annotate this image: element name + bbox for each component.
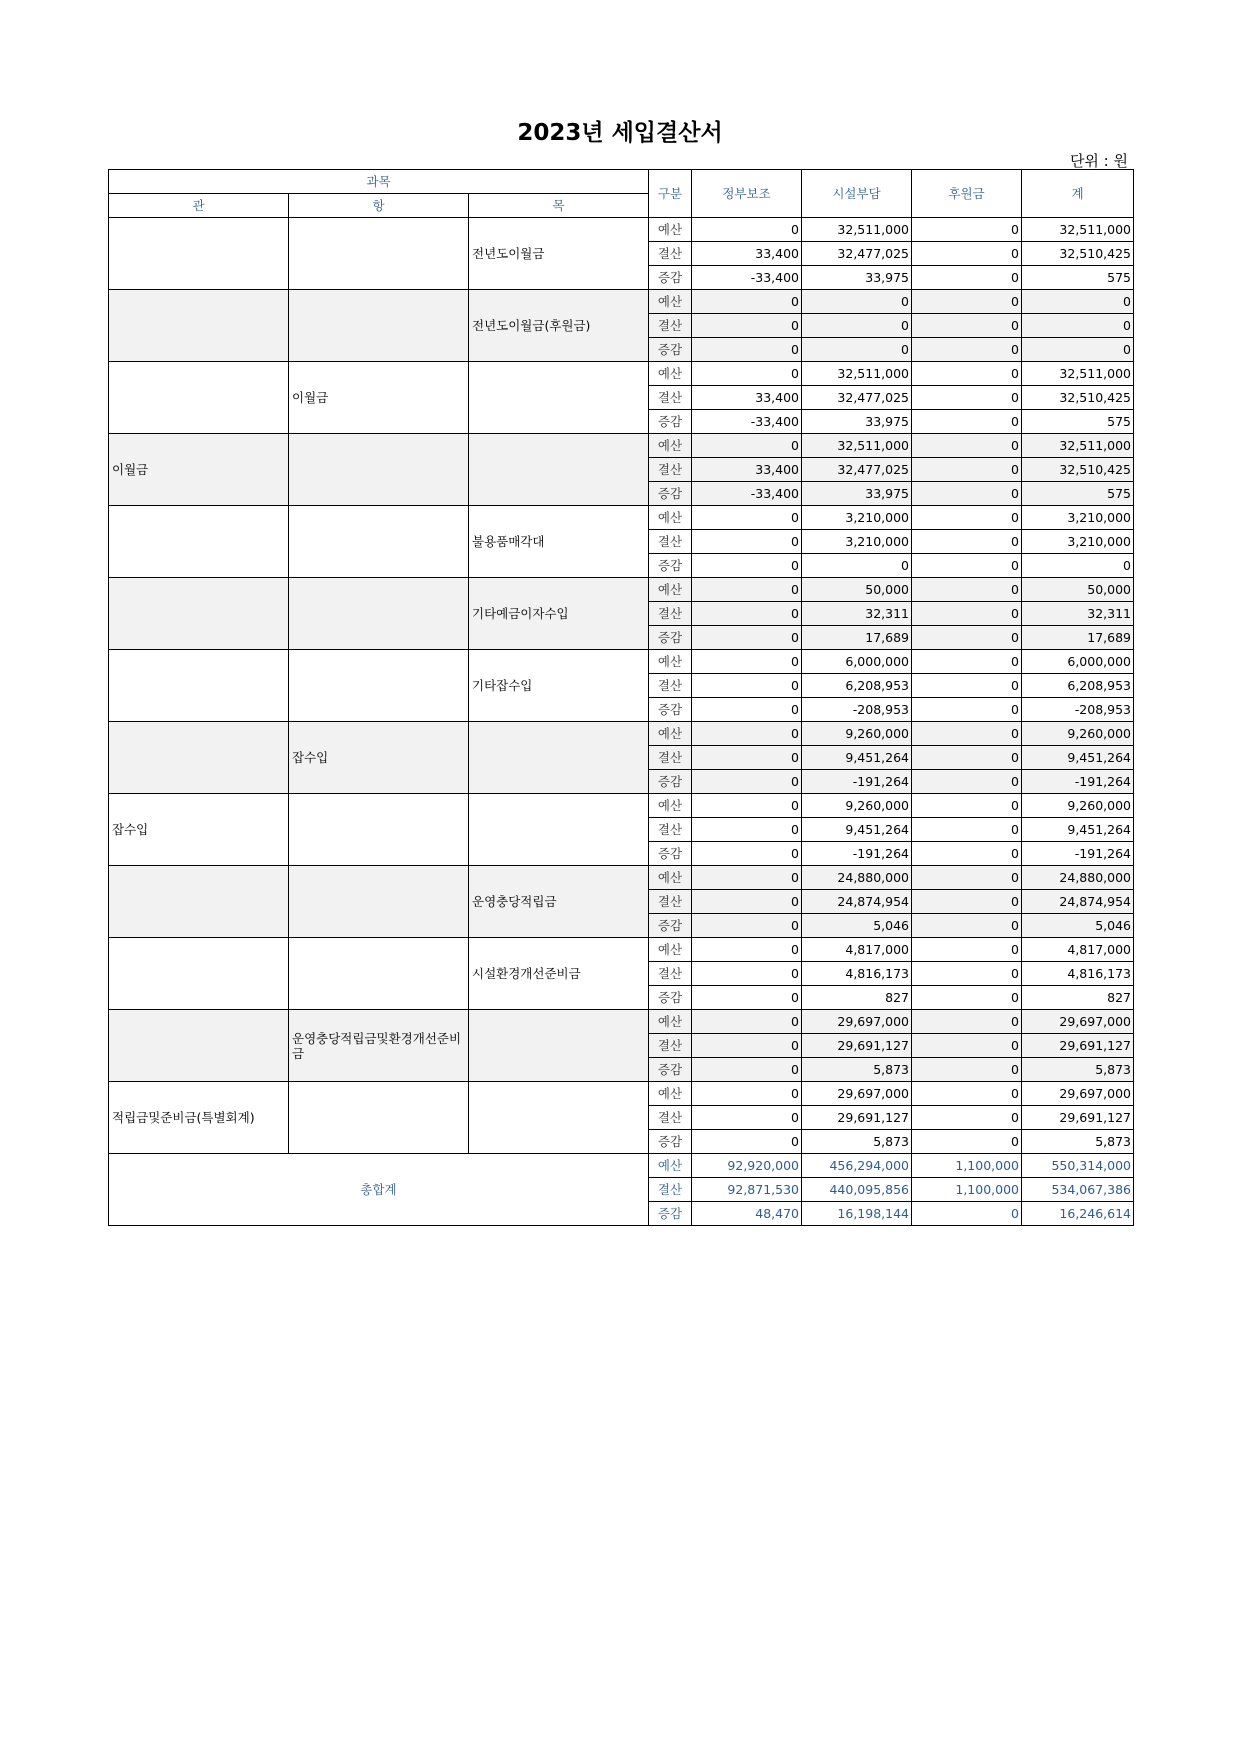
cell-donation: 1,100,000 [912, 1154, 1022, 1178]
table-row [109, 938, 1134, 962]
cell-total: 9,451,264 [1022, 746, 1134, 770]
table-row [109, 434, 1134, 458]
cell-facility: 4,817,000 [802, 938, 912, 962]
cell-gwan [109, 362, 289, 434]
cell-mok [469, 434, 649, 506]
cell-total: 3,210,000 [1022, 506, 1134, 530]
table-row [109, 362, 1134, 386]
cell-facility: 32,477,025 [802, 242, 912, 266]
cell-total: 827 [1022, 986, 1134, 1010]
cell-kind: 증감 [649, 842, 692, 866]
cell-facility: 50,000 [802, 578, 912, 602]
cell-total: 534,067,386 [1022, 1178, 1134, 1202]
cell-total: 17,689 [1022, 626, 1134, 650]
cell-facility: 440,095,856 [802, 1178, 912, 1202]
cell-gov: 92,920,000 [692, 1154, 802, 1178]
cell-gov: 0 [692, 506, 802, 530]
cell-facility: 32,311 [802, 602, 912, 626]
cell-total: 575 [1022, 410, 1134, 434]
table-row [109, 1010, 1134, 1034]
table-row [109, 218, 1134, 242]
cell-gwan [109, 290, 289, 362]
cell-mok [469, 1082, 649, 1154]
header-facility: 시설부담 [802, 170, 912, 218]
cell-facility: 9,260,000 [802, 794, 912, 818]
cell-gov: 0 [692, 866, 802, 890]
table-row [109, 866, 1134, 890]
cell-gov: 0 [692, 746, 802, 770]
cell-total: 6,208,953 [1022, 674, 1134, 698]
cell-donation: 0 [912, 938, 1022, 962]
cell-facility: 6,000,000 [802, 650, 912, 674]
cell-kind: 증감 [649, 338, 692, 362]
cell-donation: 0 [912, 410, 1022, 434]
cell-facility: 0 [802, 314, 912, 338]
total-row [109, 1154, 1134, 1178]
cell-facility: 0 [802, 290, 912, 314]
cell-kind: 결산 [649, 1178, 692, 1202]
unit-label: 단위 : 원 [1069, 152, 1128, 170]
cell-donation: 0 [912, 770, 1022, 794]
cell-mok: 기타잡수입 [469, 650, 649, 722]
cell-total: 16,246,614 [1022, 1202, 1134, 1226]
cell-total: -191,264 [1022, 842, 1134, 866]
cell-gov: 0 [692, 914, 802, 938]
cell-total: 24,880,000 [1022, 866, 1134, 890]
cell-donation: 0 [912, 794, 1022, 818]
cell-total: 32,511,000 [1022, 362, 1134, 386]
cell-kind: 결산 [649, 1106, 692, 1130]
cell-total: 9,260,000 [1022, 794, 1134, 818]
table-row [109, 650, 1134, 674]
cell-kind: 증감 [649, 1058, 692, 1082]
cell-kind: 예산 [649, 866, 692, 890]
cell-kind: 예산 [649, 1154, 692, 1178]
cell-donation: 0 [912, 482, 1022, 506]
cell-gov: 0 [692, 722, 802, 746]
cell-gwan [109, 506, 289, 578]
cell-donation: 0 [912, 458, 1022, 482]
cell-gov: 0 [692, 554, 802, 578]
cell-kind: 예산 [649, 218, 692, 242]
page-title: 2023년 세입결산서 [517, 120, 723, 146]
cell-total: 5,873 [1022, 1058, 1134, 1082]
cell-gov: 0 [692, 578, 802, 602]
cell-hang [289, 290, 469, 362]
cell-gov: 0 [692, 1034, 802, 1058]
cell-donation: 0 [912, 1010, 1022, 1034]
cell-facility: 32,511,000 [802, 218, 912, 242]
cell-donation: 0 [912, 818, 1022, 842]
cell-gwan [109, 722, 289, 794]
cell-gov: 0 [692, 434, 802, 458]
cell-kind: 증감 [649, 698, 692, 722]
cell-facility: 5,873 [802, 1130, 912, 1154]
table-row [109, 794, 1134, 818]
cell-donation: 0 [912, 722, 1022, 746]
cell-kind: 결산 [649, 1034, 692, 1058]
cell-hang [289, 938, 469, 1010]
cell-gov: -33,400 [692, 482, 802, 506]
cell-facility: 29,697,000 [802, 1010, 912, 1034]
cell-facility: 9,451,264 [802, 746, 912, 770]
cell-gwan: 적립금및준비금(특별회계) [109, 1082, 289, 1154]
cell-kind: 예산 [649, 722, 692, 746]
cell-kind: 결산 [649, 962, 692, 986]
cell-mok [469, 794, 649, 866]
cell-kind: 결산 [649, 602, 692, 626]
cell-total: 5,046 [1022, 914, 1134, 938]
cell-hang [289, 650, 469, 722]
cell-kind: 결산 [649, 242, 692, 266]
cell-facility: 29,691,127 [802, 1106, 912, 1130]
cell-gov: 0 [692, 842, 802, 866]
cell-hang [289, 1082, 469, 1154]
cell-gov: 0 [692, 1058, 802, 1082]
cell-kind: 증감 [649, 410, 692, 434]
cell-facility: 5,873 [802, 1058, 912, 1082]
cell-gov: 0 [692, 986, 802, 1010]
cell-gov: 33,400 [692, 386, 802, 410]
cell-total: 29,691,127 [1022, 1106, 1134, 1130]
cell-donation: 0 [912, 530, 1022, 554]
header-kind: 구분 [649, 170, 692, 218]
cell-kind: 결산 [649, 386, 692, 410]
cell-kind: 예산 [649, 794, 692, 818]
cell-donation: 0 [912, 434, 1022, 458]
table-row [109, 722, 1134, 746]
cell-hang [289, 578, 469, 650]
cell-gwan [109, 1010, 289, 1082]
cell-total: 32,511,000 [1022, 218, 1134, 242]
cell-total: 24,874,954 [1022, 890, 1134, 914]
cell-total: 0 [1022, 338, 1134, 362]
cell-facility: -208,953 [802, 698, 912, 722]
cell-total: 0 [1022, 314, 1134, 338]
cell-facility: 33,975 [802, 410, 912, 434]
cell-gov: 0 [692, 1010, 802, 1034]
cell-total: 575 [1022, 482, 1134, 506]
cell-mok: 전년도이월금(후원금) [469, 290, 649, 362]
cell-total: 6,000,000 [1022, 650, 1134, 674]
header-gwan: 관 [109, 194, 289, 218]
cell-donation: 0 [912, 314, 1022, 338]
cell-facility: 5,046 [802, 914, 912, 938]
cell-total: 32,311 [1022, 602, 1134, 626]
cell-gov: 33,400 [692, 458, 802, 482]
cell-kind: 예산 [649, 434, 692, 458]
cell-kind: 결산 [649, 314, 692, 338]
cell-gwan [109, 866, 289, 938]
cell-gov: 0 [692, 362, 802, 386]
cell-kind: 예산 [649, 650, 692, 674]
cell-hang [289, 794, 469, 866]
cell-gov: 0 [692, 530, 802, 554]
cell-donation: 0 [912, 218, 1022, 242]
cell-facility: 29,691,127 [802, 1034, 912, 1058]
cell-facility: 24,874,954 [802, 890, 912, 914]
cell-donation: 0 [912, 554, 1022, 578]
revenue-settlement-table [108, 169, 1134, 1226]
cell-gov: -33,400 [692, 266, 802, 290]
cell-mok: 불용품매각대 [469, 506, 649, 578]
cell-facility: -191,264 [802, 770, 912, 794]
cell-donation: 0 [912, 338, 1022, 362]
cell-donation: 0 [912, 602, 1022, 626]
cell-facility: 24,880,000 [802, 866, 912, 890]
cell-donation: 0 [912, 1082, 1022, 1106]
cell-donation: 0 [912, 698, 1022, 722]
cell-total: 29,697,000 [1022, 1010, 1134, 1034]
cell-gov: 92,871,530 [692, 1178, 802, 1202]
cell-total: -208,953 [1022, 698, 1134, 722]
cell-donation: 1,100,000 [912, 1178, 1022, 1202]
cell-facility: 32,477,025 [802, 458, 912, 482]
cell-gov: 0 [692, 338, 802, 362]
cell-facility: 16,198,144 [802, 1202, 912, 1226]
cell-donation: 0 [912, 266, 1022, 290]
cell-kind: 예산 [649, 1082, 692, 1106]
cell-facility: 6,208,953 [802, 674, 912, 698]
cell-total: 4,817,000 [1022, 938, 1134, 962]
cell-donation: 0 [912, 362, 1022, 386]
cell-gwan [109, 218, 289, 290]
table-row [109, 578, 1134, 602]
cell-facility: 33,975 [802, 482, 912, 506]
cell-facility: 29,697,000 [802, 1082, 912, 1106]
cell-gov: 0 [692, 1130, 802, 1154]
cell-facility: 17,689 [802, 626, 912, 650]
cell-facility: 3,210,000 [802, 506, 912, 530]
cell-total: 32,510,425 [1022, 386, 1134, 410]
cell-facility: 33,975 [802, 266, 912, 290]
cell-donation: 0 [912, 626, 1022, 650]
cell-donation: 0 [912, 866, 1022, 890]
cell-kind: 증감 [649, 986, 692, 1010]
cell-mok: 운영충당적립금 [469, 866, 649, 938]
cell-gov: 0 [692, 818, 802, 842]
cell-hang: 운영충당적립금및환경개선준비금 [289, 1010, 469, 1082]
header-hang: 항 [289, 194, 469, 218]
cell-donation: 0 [912, 578, 1022, 602]
cell-donation: 0 [912, 986, 1022, 1010]
cell-donation: 0 [912, 890, 1022, 914]
cell-kind: 예산 [649, 290, 692, 314]
cell-mok [469, 722, 649, 794]
cell-gwan [109, 650, 289, 722]
cell-facility: 456,294,000 [802, 1154, 912, 1178]
cell-donation: 0 [912, 962, 1022, 986]
cell-gwan: 이월금 [109, 434, 289, 506]
cell-gov: 0 [692, 770, 802, 794]
cell-facility: 827 [802, 986, 912, 1010]
cell-facility: -191,264 [802, 842, 912, 866]
cell-donation: 0 [912, 746, 1022, 770]
cell-gov: 0 [692, 314, 802, 338]
cell-facility: 0 [802, 554, 912, 578]
cell-kind: 결산 [649, 746, 692, 770]
cell-donation: 0 [912, 914, 1022, 938]
cell-donation: 0 [912, 650, 1022, 674]
cell-hang [289, 506, 469, 578]
cell-facility: 9,451,264 [802, 818, 912, 842]
cell-gov: 0 [692, 1106, 802, 1130]
cell-facility: 0 [802, 338, 912, 362]
cell-kind: 증감 [649, 266, 692, 290]
cell-facility: 32,511,000 [802, 362, 912, 386]
cell-gov: 0 [692, 890, 802, 914]
cell-gwan [109, 578, 289, 650]
cell-hang [289, 218, 469, 290]
cell-kind: 결산 [649, 674, 692, 698]
cell-total: 50,000 [1022, 578, 1134, 602]
cell-facility: 3,210,000 [802, 530, 912, 554]
cell-total: 32,510,425 [1022, 458, 1134, 482]
cell-donation: 0 [912, 674, 1022, 698]
cell-total: 29,691,127 [1022, 1034, 1134, 1058]
table-row [109, 1082, 1134, 1106]
cell-total: 9,260,000 [1022, 722, 1134, 746]
cell-total: 29,697,000 [1022, 1082, 1134, 1106]
cell-mok: 전년도이월금 [469, 218, 649, 290]
cell-gov: 0 [692, 794, 802, 818]
cell-facility: 32,477,025 [802, 386, 912, 410]
cell-kind: 예산 [649, 506, 692, 530]
cell-gov: 0 [692, 626, 802, 650]
cell-total: 32,511,000 [1022, 434, 1134, 458]
cell-total: 3,210,000 [1022, 530, 1134, 554]
cell-mok [469, 1010, 649, 1082]
cell-kind: 증감 [649, 482, 692, 506]
cell-donation: 0 [912, 1106, 1022, 1130]
cell-kind: 결산 [649, 458, 692, 482]
cell-kind: 예산 [649, 938, 692, 962]
cell-donation: 0 [912, 1130, 1022, 1154]
cell-total: 0 [1022, 554, 1134, 578]
cell-kind: 증감 [649, 770, 692, 794]
cell-donation: 0 [912, 1202, 1022, 1226]
cell-facility: 32,511,000 [802, 434, 912, 458]
cell-donation: 0 [912, 386, 1022, 410]
cell-kind: 증감 [649, 626, 692, 650]
cell-donation: 0 [912, 842, 1022, 866]
cell-facility: 4,816,173 [802, 962, 912, 986]
cell-gwan [109, 938, 289, 1010]
header-mok: 목 [469, 194, 649, 218]
cell-total: 32,510,425 [1022, 242, 1134, 266]
cell-gov: 0 [692, 290, 802, 314]
cell-donation: 0 [912, 1058, 1022, 1082]
cell-total: -191,264 [1022, 770, 1134, 794]
cell-hang: 잡수입 [289, 722, 469, 794]
cell-hang: 이월금 [289, 362, 469, 434]
cell-hang [289, 866, 469, 938]
cell-gov: 0 [692, 938, 802, 962]
cell-kind: 증감 [649, 1202, 692, 1226]
header-subject: 과목 [109, 170, 649, 194]
cell-total: 575 [1022, 266, 1134, 290]
cell-gov: 48,470 [692, 1202, 802, 1226]
cell-kind: 예산 [649, 1010, 692, 1034]
cell-gov: 0 [692, 1082, 802, 1106]
cell-gov: -33,400 [692, 410, 802, 434]
total-label: 총합계 [109, 1154, 649, 1226]
cell-kind: 결산 [649, 530, 692, 554]
cell-gwan: 잡수입 [109, 794, 289, 866]
cell-gov: 0 [692, 650, 802, 674]
cell-kind: 증감 [649, 554, 692, 578]
header-donation: 후원금 [912, 170, 1022, 218]
cell-kind: 증감 [649, 914, 692, 938]
cell-kind: 결산 [649, 818, 692, 842]
cell-gov: 33,400 [692, 242, 802, 266]
cell-facility: 9,260,000 [802, 722, 912, 746]
header-total: 계 [1022, 170, 1134, 218]
cell-donation: 0 [912, 242, 1022, 266]
table-row [109, 290, 1134, 314]
cell-total: 5,873 [1022, 1130, 1134, 1154]
cell-gov: 0 [692, 698, 802, 722]
cell-kind: 증감 [649, 1130, 692, 1154]
cell-kind: 결산 [649, 890, 692, 914]
table-body [109, 218, 1134, 1226]
cell-gov: 0 [692, 674, 802, 698]
cell-mok [469, 362, 649, 434]
cell-kind: 예산 [649, 578, 692, 602]
cell-total: 9,451,264 [1022, 818, 1134, 842]
header-gov: 정부보조 [692, 170, 802, 218]
cell-mok: 기타예금이자수입 [469, 578, 649, 650]
table-row [109, 506, 1134, 530]
cell-hang [289, 434, 469, 506]
cell-donation: 0 [912, 506, 1022, 530]
cell-total: 550,314,000 [1022, 1154, 1134, 1178]
cell-mok: 시설환경개선준비금 [469, 938, 649, 1010]
cell-total: 0 [1022, 290, 1134, 314]
cell-gov: 0 [692, 962, 802, 986]
cell-donation: 0 [912, 290, 1022, 314]
cell-gov: 0 [692, 218, 802, 242]
cell-gov: 0 [692, 602, 802, 626]
cell-kind: 예산 [649, 362, 692, 386]
cell-donation: 0 [912, 1034, 1022, 1058]
cell-total: 4,816,173 [1022, 962, 1134, 986]
